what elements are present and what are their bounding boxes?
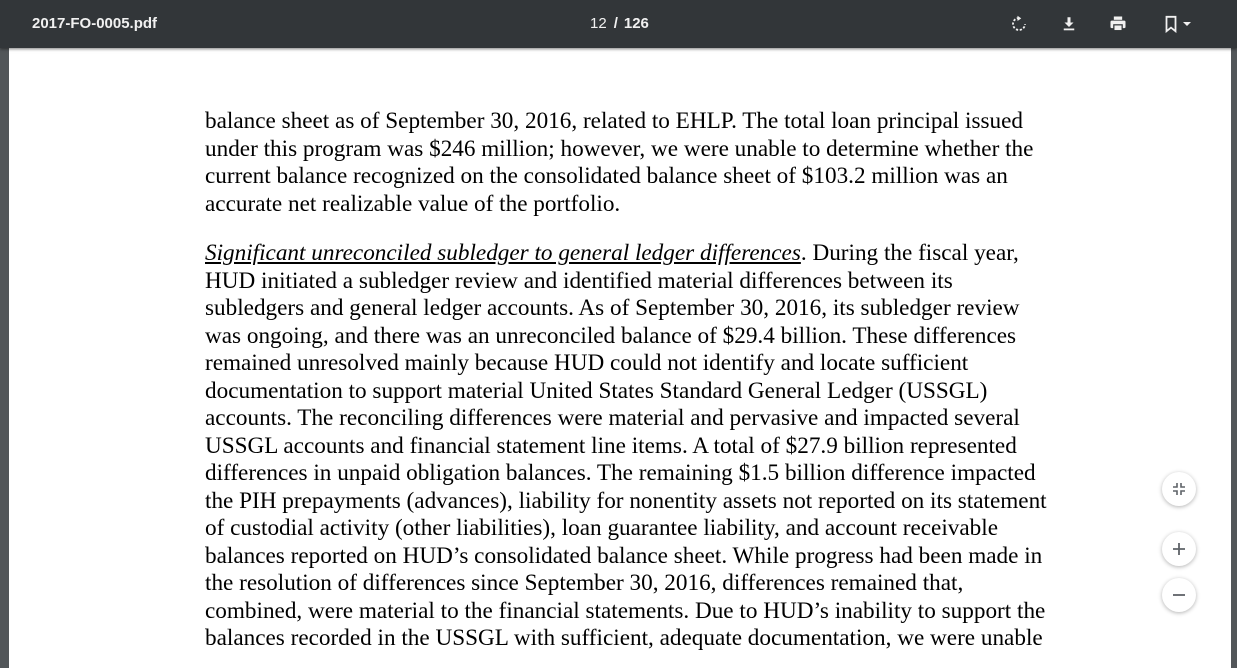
text-line: accounts. The reconciling differences were material and pervasive and impacted several xyxy=(205,405,1020,431)
bookmark-button[interactable] xyxy=(1157,12,1197,36)
paragraph-gap xyxy=(205,218,1105,240)
text-line: USSGL accounts and financial statement line items. A total of $27.9 billion represented xyxy=(205,432,1017,459)
text-line: the resolution of differences since September 30, 2016, differences remained that, xyxy=(205,570,964,596)
print-icon xyxy=(1108,14,1128,34)
print-button[interactable] xyxy=(1106,12,1130,36)
document-title: 2017-FO-0005.pdf xyxy=(32,15,158,32)
zoom-in-icon xyxy=(1172,542,1186,556)
text-line xyxy=(205,240,1105,268)
zoom-out-icon xyxy=(1172,588,1186,602)
text-line: of custodial activity (other liabilities), loan guarantee liability, and account receivable xyxy=(205,515,999,541)
text-line: HUD initiated a subledger review and identified material differences between its xyxy=(205,267,953,294)
download-icon xyxy=(1060,15,1078,33)
rotate-icon xyxy=(1010,15,1028,33)
page-separator: / xyxy=(613,15,618,32)
text-line: subledgers and general ledger accounts. As of September 30, 2016, its subledger review xyxy=(205,295,1020,321)
current-page-input[interactable]: 12 xyxy=(590,15,607,32)
chevron-down-icon xyxy=(1182,19,1192,29)
rotate-button[interactable] xyxy=(1007,12,1031,36)
text-line: balances reported on HUD’s consolidated balance sheet. While progress had been made in xyxy=(205,542,1043,569)
text-line: was ongoing, and there was an unreconciled balance of $29.4 billion. These differences xyxy=(205,322,1017,349)
fit-page-icon xyxy=(1171,481,1187,497)
zoom-in-button[interactable] xyxy=(1162,532,1196,566)
text-line: current balance recognized on the consolidated balance sheet of $103.2 million was an xyxy=(205,163,1008,189)
text-line: documentation to support material United States Standard General Ledger (USSGL) xyxy=(205,377,988,404)
text-line: differences in unpaid obligation balances. The remaining $1.5 billion difference impacted xyxy=(205,460,1036,486)
text-line: accurate net realizable value of the portfolio. xyxy=(205,190,621,217)
text-line: balance sheet as of September 30, 2016, related to EHLP. The total loan principal issued xyxy=(205,108,1023,134)
bookmark-icon xyxy=(1163,15,1179,33)
heading-tail: . During the fiscal year, xyxy=(800,240,1019,266)
download-button[interactable] xyxy=(1057,12,1081,36)
pdf-toolbar xyxy=(0,0,1237,48)
page-indicator xyxy=(590,15,649,32)
text-line: remained unresolved mainly because HUD could not identify and locate sufficient xyxy=(205,350,969,376)
text-line: the PIH prepayments (advances), liability for nonentity assets not reported on its statement xyxy=(205,487,1047,514)
text-line: combined, were material to the financial statements. Due to HUD’s inability to support the xyxy=(205,597,1046,624)
text-line: under this program was $246 million; however, we were unable to determine whether the xyxy=(205,135,1034,162)
text-line: balances recorded in the USSGL with sufficient, adequate documentation, we were unable xyxy=(205,625,1043,651)
fit-page-button[interactable] xyxy=(1162,472,1196,506)
document-text xyxy=(205,108,1105,653)
section-heading: Significant unreconciled subledger to general ledger differences xyxy=(205,240,801,266)
total-pages: 126 xyxy=(623,15,649,32)
pdf-page xyxy=(9,48,1231,668)
zoom-out-button[interactable] xyxy=(1162,578,1196,612)
